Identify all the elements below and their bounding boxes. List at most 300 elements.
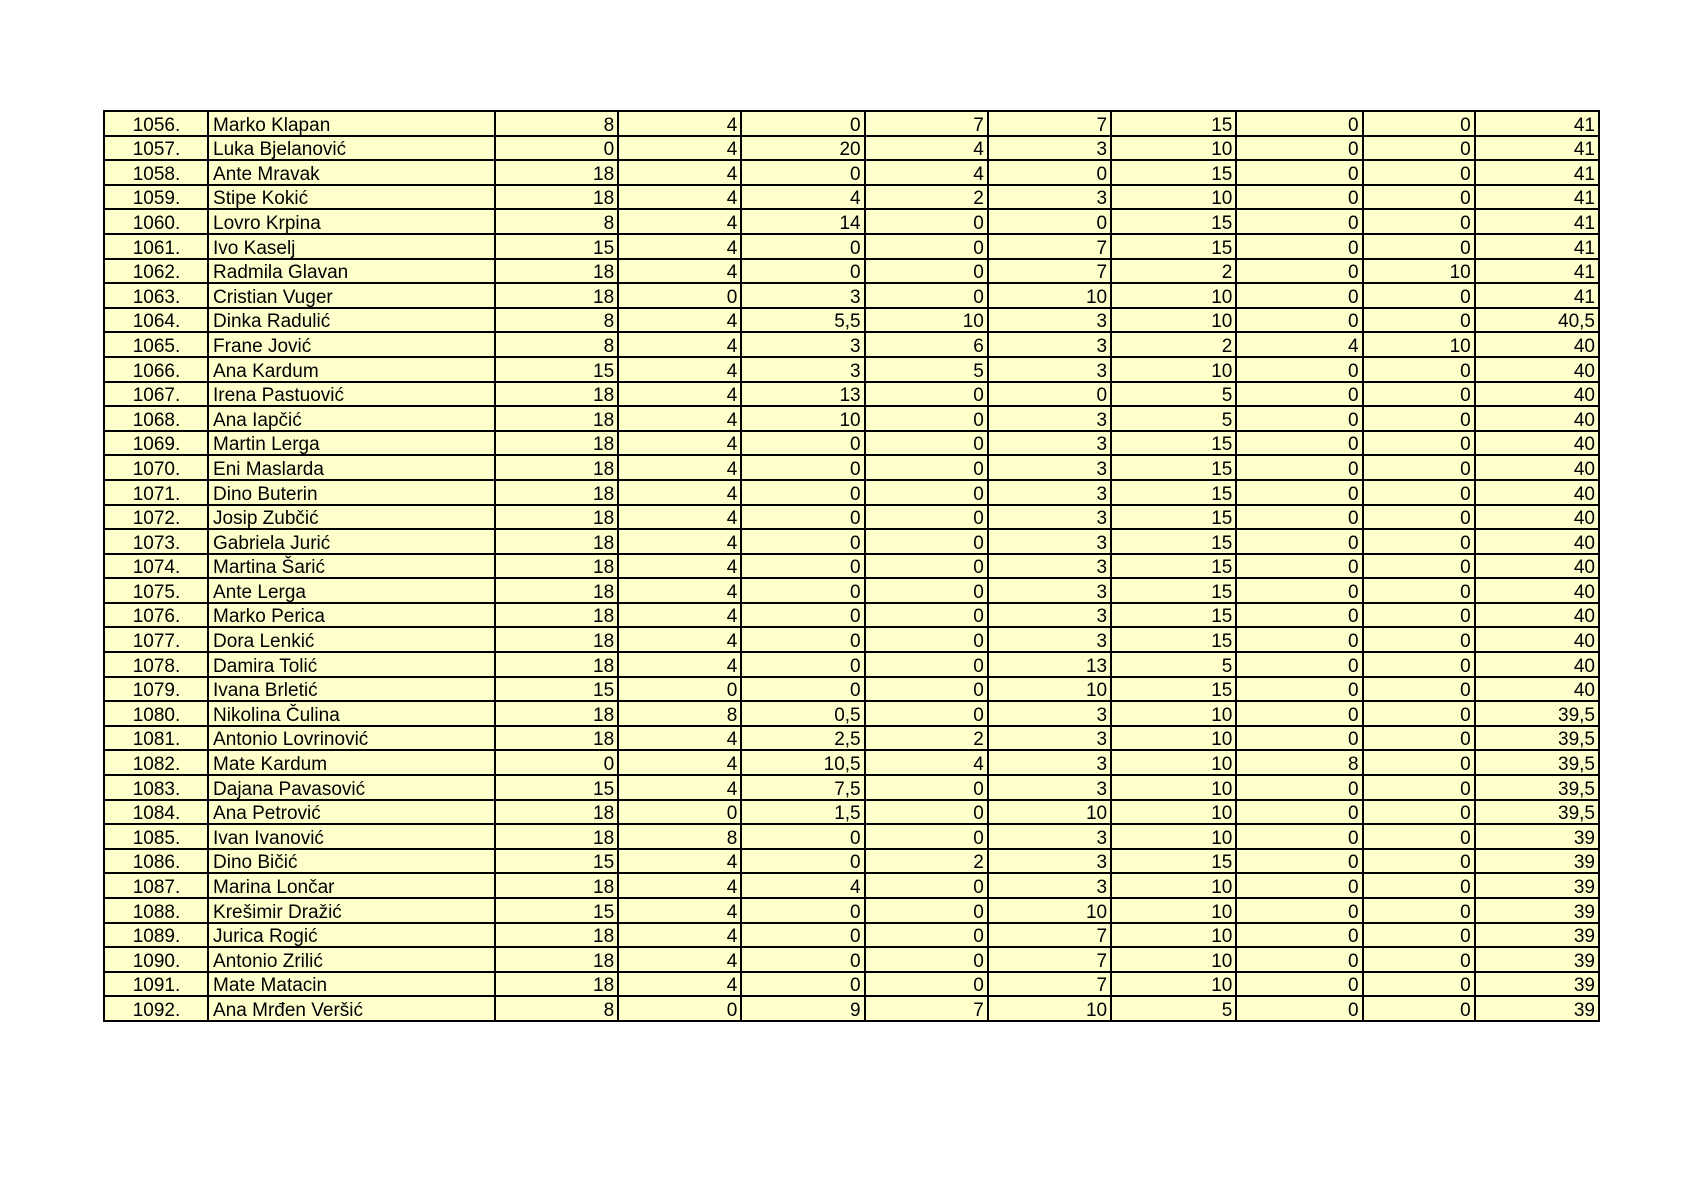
total-cell: 41 bbox=[1475, 136, 1599, 161]
score-cell: 0 bbox=[1236, 308, 1362, 333]
score-cell: 10 bbox=[988, 898, 1111, 923]
table-row bbox=[104, 627, 1599, 652]
results-table bbox=[103, 110, 1600, 1022]
name-cell: Dino Buterin bbox=[208, 480, 495, 505]
rank-cell: 1073. bbox=[104, 529, 208, 554]
score-cell: 0 bbox=[1236, 775, 1362, 800]
score-cell: 0 bbox=[1363, 603, 1475, 628]
score-cell: 0 bbox=[1236, 726, 1362, 751]
name-cell: Luka Bjelanović bbox=[208, 136, 495, 161]
name-cell: Dinka Radulić bbox=[208, 308, 495, 333]
score-cell: 2 bbox=[865, 726, 988, 751]
total-cell: 39,5 bbox=[1475, 726, 1599, 751]
score-cell: 18 bbox=[495, 972, 618, 997]
score-cell: 10 bbox=[1111, 972, 1236, 997]
table-row bbox=[104, 726, 1599, 751]
score-cell: 10 bbox=[1111, 824, 1236, 849]
table-row bbox=[104, 996, 1599, 1021]
score-cell: 15 bbox=[1111, 234, 1236, 259]
score-cell: 8 bbox=[618, 824, 741, 849]
rank-cell: 1072. bbox=[104, 505, 208, 530]
score-cell: 3 bbox=[988, 406, 1111, 431]
score-cell: 0 bbox=[1363, 923, 1475, 948]
score-cell: 0 bbox=[741, 431, 864, 456]
score-cell: 7 bbox=[865, 111, 988, 136]
rank-cell: 1082. bbox=[104, 750, 208, 775]
name-cell: Irena Pastuović bbox=[208, 382, 495, 407]
score-cell: 5 bbox=[1111, 652, 1236, 677]
score-cell: 10 bbox=[865, 308, 988, 333]
score-cell: 0 bbox=[1236, 677, 1362, 702]
score-cell: 0 bbox=[741, 554, 864, 579]
table-row bbox=[104, 750, 1599, 775]
name-cell: Ante Lerga bbox=[208, 578, 495, 603]
name-cell: Dino Bičić bbox=[208, 849, 495, 874]
score-cell: 0 bbox=[1363, 996, 1475, 1021]
score-cell: 10 bbox=[1111, 873, 1236, 898]
score-cell: 18 bbox=[495, 627, 618, 652]
rank-cell: 1077. bbox=[104, 627, 208, 652]
name-cell: Martina Šarić bbox=[208, 554, 495, 579]
score-cell: 0 bbox=[1363, 652, 1475, 677]
score-cell: 0 bbox=[1363, 873, 1475, 898]
score-cell: 3 bbox=[741, 332, 864, 357]
score-cell: 0 bbox=[865, 234, 988, 259]
table-row bbox=[104, 160, 1599, 185]
score-cell: 14 bbox=[741, 209, 864, 234]
table-row bbox=[104, 554, 1599, 579]
rank-cell: 1067. bbox=[104, 382, 208, 407]
rank-cell: 1061. bbox=[104, 234, 208, 259]
score-cell: 10 bbox=[1111, 308, 1236, 333]
name-cell: Marko Klapan bbox=[208, 111, 495, 136]
score-cell: 0 bbox=[741, 652, 864, 677]
score-cell: 4 bbox=[618, 603, 741, 628]
total-cell: 40 bbox=[1475, 578, 1599, 603]
score-cell: 0 bbox=[1236, 652, 1362, 677]
score-cell: 18 bbox=[495, 603, 618, 628]
score-cell: 18 bbox=[495, 701, 618, 726]
total-cell: 40 bbox=[1475, 603, 1599, 628]
score-cell: 15 bbox=[1111, 677, 1236, 702]
score-cell: 0 bbox=[1236, 259, 1362, 284]
score-cell: 10 bbox=[1111, 800, 1236, 825]
score-cell: 0,5 bbox=[741, 701, 864, 726]
score-cell: 2 bbox=[1111, 259, 1236, 284]
score-cell: 7 bbox=[988, 111, 1111, 136]
score-cell: 0 bbox=[988, 209, 1111, 234]
score-cell: 1,5 bbox=[741, 800, 864, 825]
score-cell: 5 bbox=[1111, 406, 1236, 431]
score-cell: 0 bbox=[495, 136, 618, 161]
score-cell: 10 bbox=[1111, 898, 1236, 923]
total-cell: 40,5 bbox=[1475, 308, 1599, 333]
score-cell: 0 bbox=[1236, 357, 1362, 382]
score-cell: 4 bbox=[865, 750, 988, 775]
score-cell: 20 bbox=[741, 136, 864, 161]
score-cell: 0 bbox=[865, 972, 988, 997]
total-cell: 39 bbox=[1475, 824, 1599, 849]
name-cell: Gabriela Jurić bbox=[208, 529, 495, 554]
score-cell: 18 bbox=[495, 554, 618, 579]
score-cell: 3 bbox=[988, 136, 1111, 161]
total-cell: 39 bbox=[1475, 873, 1599, 898]
total-cell: 39,5 bbox=[1475, 750, 1599, 775]
score-cell: 0 bbox=[1363, 750, 1475, 775]
score-cell: 10 bbox=[1363, 259, 1475, 284]
rank-cell: 1087. bbox=[104, 873, 208, 898]
rank-cell: 1062. bbox=[104, 259, 208, 284]
score-cell: 0 bbox=[1236, 406, 1362, 431]
score-cell: 4 bbox=[741, 873, 864, 898]
score-cell: 0 bbox=[1363, 357, 1475, 382]
score-cell: 0 bbox=[865, 824, 988, 849]
score-cell: 0 bbox=[1363, 554, 1475, 579]
score-cell: 0 bbox=[865, 652, 988, 677]
score-cell: 0 bbox=[741, 480, 864, 505]
score-cell: 0 bbox=[865, 529, 988, 554]
total-cell: 39 bbox=[1475, 947, 1599, 972]
table-row bbox=[104, 701, 1599, 726]
score-cell: 0 bbox=[1363, 283, 1475, 308]
name-cell: Ivana Brletić bbox=[208, 677, 495, 702]
score-cell: 0 bbox=[1363, 480, 1475, 505]
score-cell: 4 bbox=[618, 455, 741, 480]
rank-cell: 1066. bbox=[104, 357, 208, 382]
score-cell: 15 bbox=[1111, 455, 1236, 480]
total-cell: 40 bbox=[1475, 455, 1599, 480]
table-row bbox=[104, 283, 1599, 308]
score-cell: 18 bbox=[495, 824, 618, 849]
table-row bbox=[104, 923, 1599, 948]
rank-cell: 1092. bbox=[104, 996, 208, 1021]
score-cell: 0 bbox=[1363, 308, 1475, 333]
score-cell: 10 bbox=[741, 406, 864, 431]
score-cell: 10 bbox=[988, 800, 1111, 825]
table-row bbox=[104, 382, 1599, 407]
score-cell: 0 bbox=[1236, 382, 1362, 407]
score-cell: 7 bbox=[988, 259, 1111, 284]
score-cell: 18 bbox=[495, 480, 618, 505]
score-cell: 0 bbox=[1236, 185, 1362, 210]
score-cell: 4 bbox=[618, 923, 741, 948]
score-cell: 7 bbox=[988, 234, 1111, 259]
score-cell: 3 bbox=[988, 308, 1111, 333]
score-cell: 10 bbox=[1111, 136, 1236, 161]
score-cell: 15 bbox=[1111, 209, 1236, 234]
table-row bbox=[104, 406, 1599, 431]
score-cell: 4 bbox=[618, 505, 741, 530]
score-cell: 18 bbox=[495, 529, 618, 554]
score-cell: 0 bbox=[1236, 234, 1362, 259]
score-cell: 15 bbox=[1111, 627, 1236, 652]
score-cell: 0 bbox=[1363, 382, 1475, 407]
table-row bbox=[104, 505, 1599, 530]
score-cell: 2,5 bbox=[741, 726, 864, 751]
rank-cell: 1071. bbox=[104, 480, 208, 505]
name-cell: Frane Jović bbox=[208, 332, 495, 357]
table-row bbox=[104, 529, 1599, 554]
score-cell: 4 bbox=[618, 259, 741, 284]
score-cell: 0 bbox=[741, 627, 864, 652]
total-cell: 40 bbox=[1475, 406, 1599, 431]
score-cell: 18 bbox=[495, 185, 618, 210]
score-cell: 0 bbox=[1236, 603, 1362, 628]
score-cell: 4 bbox=[1236, 332, 1362, 357]
score-cell: 0 bbox=[741, 923, 864, 948]
score-cell: 0 bbox=[865, 406, 988, 431]
name-cell: Ana Mrđen Veršić bbox=[208, 996, 495, 1021]
score-cell: 18 bbox=[495, 873, 618, 898]
score-cell: 4 bbox=[618, 578, 741, 603]
score-cell: 0 bbox=[618, 283, 741, 308]
name-cell: Ana Petrović bbox=[208, 800, 495, 825]
score-cell: 0 bbox=[1363, 185, 1475, 210]
score-cell: 2 bbox=[865, 849, 988, 874]
table-row bbox=[104, 775, 1599, 800]
score-cell: 0 bbox=[1363, 431, 1475, 456]
score-cell: 18 bbox=[495, 406, 618, 431]
score-cell: 0 bbox=[865, 677, 988, 702]
score-cell: 3 bbox=[988, 529, 1111, 554]
score-cell: 0 bbox=[1236, 111, 1362, 136]
total-cell: 41 bbox=[1475, 209, 1599, 234]
score-cell: 0 bbox=[741, 972, 864, 997]
total-cell: 40 bbox=[1475, 357, 1599, 382]
score-cell: 0 bbox=[865, 480, 988, 505]
score-cell: 10 bbox=[1111, 750, 1236, 775]
score-cell: 15 bbox=[1111, 160, 1236, 185]
score-cell: 4 bbox=[618, 529, 741, 554]
score-cell: 0 bbox=[1236, 873, 1362, 898]
score-cell: 3 bbox=[988, 873, 1111, 898]
score-cell: 3 bbox=[988, 357, 1111, 382]
score-cell: 0 bbox=[1236, 136, 1362, 161]
score-cell: 0 bbox=[1363, 455, 1475, 480]
score-cell: 0 bbox=[1363, 209, 1475, 234]
score-cell: 0 bbox=[1363, 578, 1475, 603]
score-cell: 0 bbox=[865, 209, 988, 234]
table-row bbox=[104, 455, 1599, 480]
score-cell: 4 bbox=[618, 234, 741, 259]
score-cell: 15 bbox=[1111, 578, 1236, 603]
rank-cell: 1084. bbox=[104, 800, 208, 825]
name-cell: Damira Tolić bbox=[208, 652, 495, 677]
score-cell: 5 bbox=[1111, 382, 1236, 407]
score-cell: 10,5 bbox=[741, 750, 864, 775]
rank-cell: 1076. bbox=[104, 603, 208, 628]
rank-cell: 1063. bbox=[104, 283, 208, 308]
score-cell: 3 bbox=[988, 332, 1111, 357]
score-cell: 18 bbox=[495, 382, 618, 407]
score-cell: 15 bbox=[1111, 431, 1236, 456]
score-cell: 0 bbox=[1236, 898, 1362, 923]
table-row bbox=[104, 308, 1599, 333]
name-cell: Mate Kardum bbox=[208, 750, 495, 775]
score-cell: 10 bbox=[1111, 701, 1236, 726]
score-cell: 0 bbox=[865, 283, 988, 308]
score-cell: 0 bbox=[1236, 824, 1362, 849]
score-cell: 0 bbox=[1363, 849, 1475, 874]
table-row bbox=[104, 800, 1599, 825]
score-cell: 15 bbox=[1111, 529, 1236, 554]
score-cell: 0 bbox=[1363, 947, 1475, 972]
score-cell: 18 bbox=[495, 283, 618, 308]
score-cell: 3 bbox=[988, 701, 1111, 726]
score-cell: 18 bbox=[495, 800, 618, 825]
name-cell: Ivan Ivanović bbox=[208, 824, 495, 849]
total-cell: 41 bbox=[1475, 283, 1599, 308]
score-cell: 10 bbox=[988, 677, 1111, 702]
name-cell: Lovro Krpina bbox=[208, 209, 495, 234]
score-cell: 0 bbox=[1363, 406, 1475, 431]
rank-cell: 1080. bbox=[104, 701, 208, 726]
score-cell: 0 bbox=[741, 578, 864, 603]
score-cell: 7 bbox=[988, 972, 1111, 997]
score-cell: 15 bbox=[1111, 480, 1236, 505]
score-cell: 0 bbox=[1363, 898, 1475, 923]
score-cell: 15 bbox=[495, 234, 618, 259]
table-row bbox=[104, 898, 1599, 923]
score-cell: 3 bbox=[988, 750, 1111, 775]
total-cell: 41 bbox=[1475, 259, 1599, 284]
score-cell: 0 bbox=[1363, 529, 1475, 554]
name-cell: Ivo Kaselj bbox=[208, 234, 495, 259]
score-cell: 0 bbox=[865, 505, 988, 530]
score-cell: 0 bbox=[1363, 234, 1475, 259]
score-cell: 4 bbox=[618, 898, 741, 923]
score-cell: 0 bbox=[741, 505, 864, 530]
score-cell: 4 bbox=[741, 185, 864, 210]
score-cell: 0 bbox=[1363, 972, 1475, 997]
score-cell: 4 bbox=[618, 726, 741, 751]
rank-cell: 1078. bbox=[104, 652, 208, 677]
score-cell: 3 bbox=[988, 849, 1111, 874]
score-cell: 0 bbox=[1236, 455, 1362, 480]
score-cell: 18 bbox=[495, 259, 618, 284]
score-cell: 2 bbox=[865, 185, 988, 210]
score-cell: 4 bbox=[618, 775, 741, 800]
rank-cell: 1079. bbox=[104, 677, 208, 702]
score-cell: 4 bbox=[618, 947, 741, 972]
score-cell: 0 bbox=[1363, 111, 1475, 136]
total-cell: 40 bbox=[1475, 431, 1599, 456]
total-cell: 40 bbox=[1475, 652, 1599, 677]
score-cell: 4 bbox=[618, 160, 741, 185]
table-row bbox=[104, 234, 1599, 259]
score-cell: 0 bbox=[1236, 554, 1362, 579]
score-cell: 4 bbox=[618, 849, 741, 874]
score-cell: 15 bbox=[1111, 505, 1236, 530]
table-row bbox=[104, 111, 1599, 136]
total-cell: 40 bbox=[1475, 332, 1599, 357]
score-cell: 0 bbox=[741, 529, 864, 554]
score-cell: 0 bbox=[1363, 627, 1475, 652]
total-cell: 39 bbox=[1475, 972, 1599, 997]
score-cell: 0 bbox=[865, 603, 988, 628]
score-cell: 8 bbox=[495, 111, 618, 136]
score-cell: 0 bbox=[1236, 701, 1362, 726]
score-cell: 15 bbox=[1111, 554, 1236, 579]
score-cell: 4 bbox=[618, 185, 741, 210]
rank-cell: 1056. bbox=[104, 111, 208, 136]
score-cell: 18 bbox=[495, 652, 618, 677]
rank-cell: 1065. bbox=[104, 332, 208, 357]
score-cell: 0 bbox=[618, 677, 741, 702]
score-cell: 0 bbox=[1363, 505, 1475, 530]
name-cell: Ana Iapčić bbox=[208, 406, 495, 431]
score-cell: 0 bbox=[865, 578, 988, 603]
score-cell: 0 bbox=[865, 701, 988, 726]
rank-cell: 1057. bbox=[104, 136, 208, 161]
score-cell: 0 bbox=[741, 455, 864, 480]
score-cell: 0 bbox=[1236, 529, 1362, 554]
score-cell: 3 bbox=[988, 775, 1111, 800]
score-cell: 15 bbox=[1111, 603, 1236, 628]
score-cell: 4 bbox=[618, 136, 741, 161]
score-cell: 0 bbox=[1363, 160, 1475, 185]
score-cell: 8 bbox=[495, 996, 618, 1021]
score-cell: 10 bbox=[988, 283, 1111, 308]
score-cell: 4 bbox=[618, 209, 741, 234]
table-row bbox=[104, 136, 1599, 161]
score-cell: 18 bbox=[495, 923, 618, 948]
score-cell: 0 bbox=[1236, 578, 1362, 603]
score-cell: 5 bbox=[1111, 996, 1236, 1021]
score-cell: 0 bbox=[618, 996, 741, 1021]
score-cell: 3 bbox=[988, 554, 1111, 579]
table-row bbox=[104, 431, 1599, 456]
name-cell: Cristian Vuger bbox=[208, 283, 495, 308]
table-row bbox=[104, 185, 1599, 210]
score-cell: 0 bbox=[865, 923, 988, 948]
name-cell: Mate Matacin bbox=[208, 972, 495, 997]
score-cell: 0 bbox=[741, 824, 864, 849]
total-cell: 39,5 bbox=[1475, 800, 1599, 825]
score-cell: 4 bbox=[618, 357, 741, 382]
name-cell: Jurica Rogić bbox=[208, 923, 495, 948]
rank-cell: 1074. bbox=[104, 554, 208, 579]
score-cell: 8 bbox=[495, 332, 618, 357]
score-cell: 4 bbox=[618, 554, 741, 579]
score-cell: 0 bbox=[1236, 627, 1362, 652]
score-cell: 10 bbox=[1363, 332, 1475, 357]
name-cell: Ante Mravak bbox=[208, 160, 495, 185]
name-cell: Marina Lončar bbox=[208, 873, 495, 898]
score-cell: 3 bbox=[988, 627, 1111, 652]
score-cell: 0 bbox=[1236, 947, 1362, 972]
score-cell: 0 bbox=[741, 111, 864, 136]
table-row bbox=[104, 209, 1599, 234]
score-cell: 4 bbox=[618, 750, 741, 775]
score-cell: 15 bbox=[495, 898, 618, 923]
score-cell: 3 bbox=[988, 505, 1111, 530]
table-row bbox=[104, 652, 1599, 677]
score-cell: 3 bbox=[988, 455, 1111, 480]
total-cell: 39,5 bbox=[1475, 701, 1599, 726]
score-cell: 0 bbox=[741, 849, 864, 874]
score-cell: 6 bbox=[865, 332, 988, 357]
table-row bbox=[104, 849, 1599, 874]
table-row bbox=[104, 357, 1599, 382]
total-cell: 41 bbox=[1475, 111, 1599, 136]
rank-cell: 1081. bbox=[104, 726, 208, 751]
score-cell: 0 bbox=[741, 234, 864, 259]
score-cell: 4 bbox=[618, 480, 741, 505]
score-cell: 0 bbox=[1236, 800, 1362, 825]
score-cell: 15 bbox=[495, 775, 618, 800]
total-cell: 40 bbox=[1475, 677, 1599, 702]
